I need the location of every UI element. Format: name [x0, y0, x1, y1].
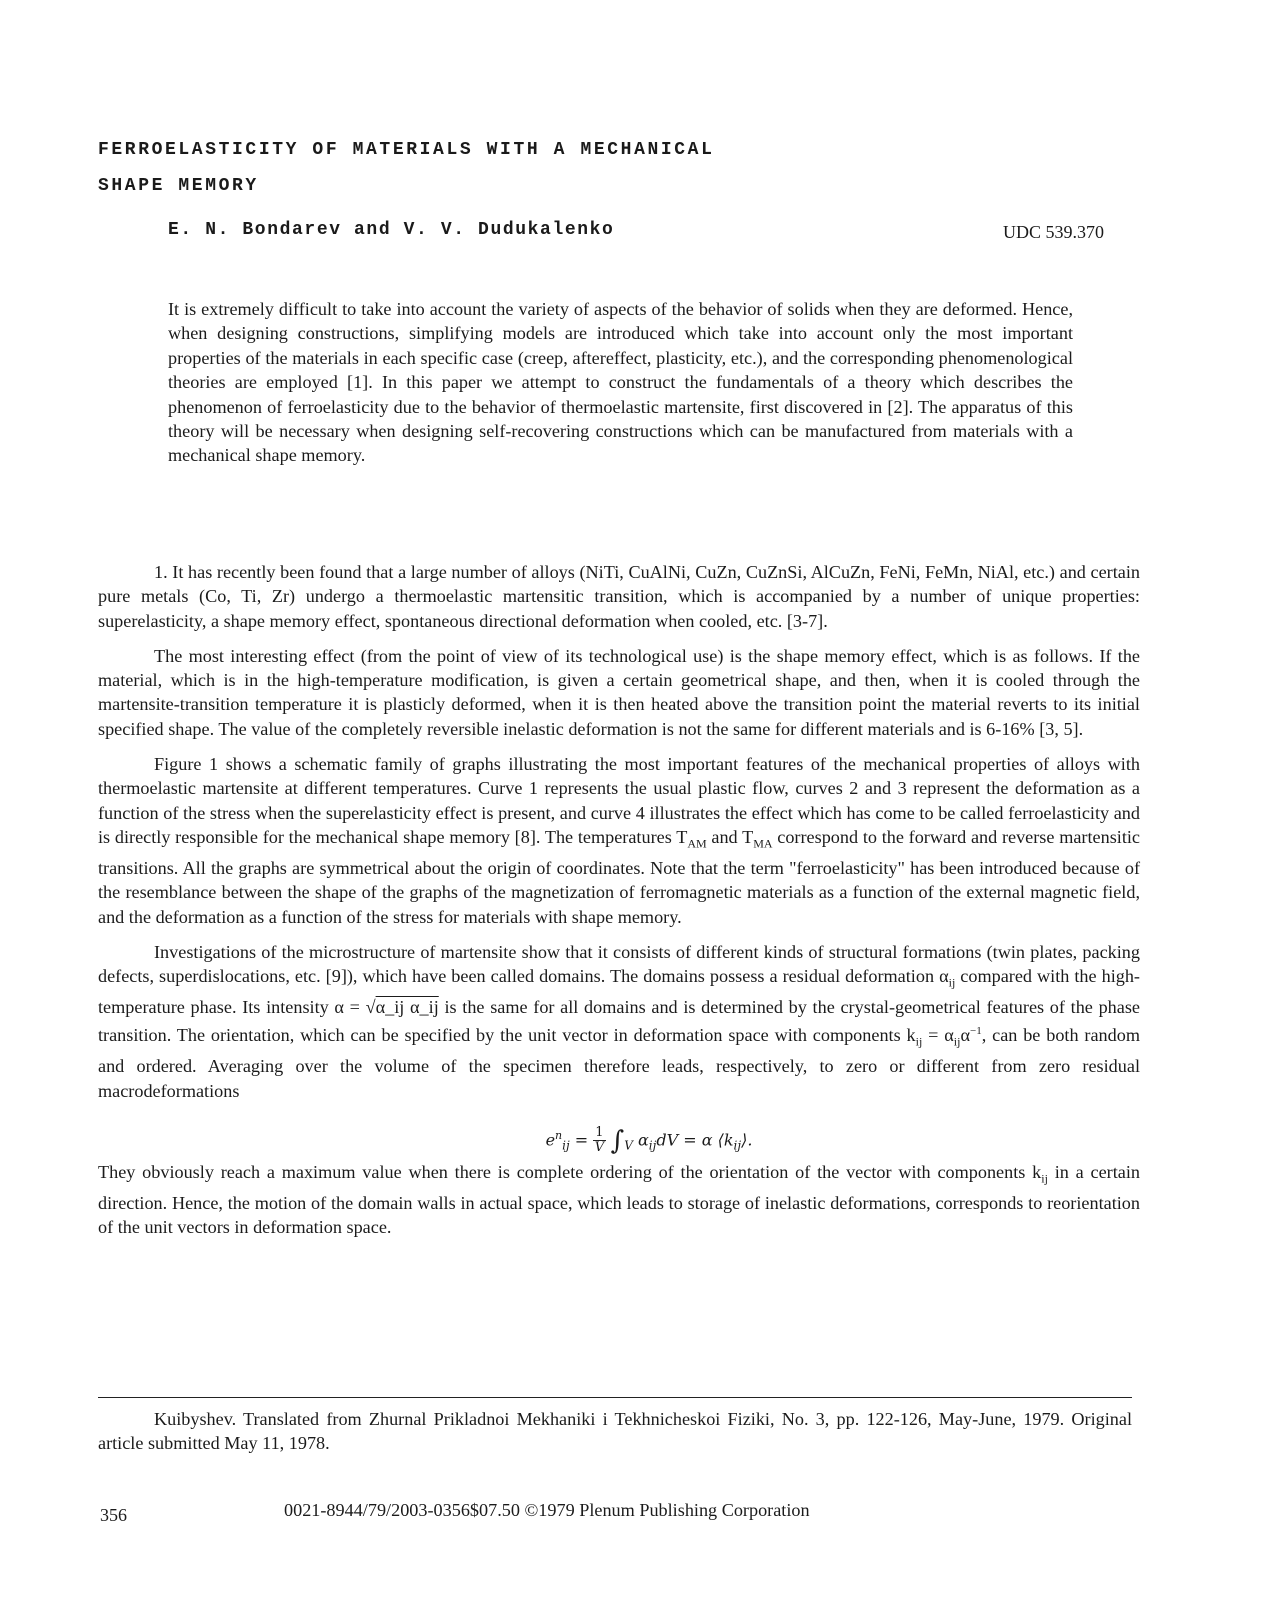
eq-lhs: e	[545, 1130, 556, 1150]
eq-rhs-tail: dV = α ⟨k	[656, 1130, 734, 1150]
eq-integral: ∫	[610, 1125, 625, 1156]
p4-sqrt-arg: α_ij α_ij	[375, 997, 439, 1018]
udc-code: UDC 539.370	[1003, 222, 1105, 242]
p3-sub-ma: MA	[753, 836, 773, 851]
abstract: It is extremely difficult to take into account the variety of aspects of the behavior of solids when they are deformed. Hence, when designing constructions, simplifying models are introduced which take into account only the most important properties of the materials in each specific case (creep, aftereffect, plasticity, etc.), and the corresponding phenomenological theories are employed [1]. In this paper we attempt to construct the fundamentals of a theory which describes the phenomenon of ferroelasticity due to the behavior of thermoelastic martensite, first discovered in [2]. The apparatus of this theory will be necessary when designing self-recovering constructions which can be manufactured from materials with a mechanical shape memory.	[168, 299, 1073, 466]
paragraph-4	[98, 940, 1140, 1103]
paragraph-3	[98, 752, 1140, 929]
eq-rhs-end: ⟩.	[741, 1130, 753, 1150]
p4-sub-ij: ij	[948, 975, 956, 990]
title-line-1: FERROELASTICITY OF MATERIALS WITH A MECHANICAL	[98, 140, 715, 160]
eq-lhs-sub: ij	[562, 1138, 570, 1153]
article-title	[98, 132, 918, 204]
p4-text-d: = α	[922, 1025, 954, 1046]
eq-frac-num: 1	[595, 1125, 604, 1141]
eq-rhs-sub-2: ij	[733, 1138, 742, 1153]
paragraph-2: The most interesting effect (from the point of view of its technological use) is the shape memory effect, which is as follows. If the material, which is in the high-temperature modification, is given a certain geometrical shape, and then, when it is cooled through the martensite-transition temperature it is plasticly deformed, when it is then heated above the transition point the material reverts to its initial specified shape. The value of the completely reversible inelastic deformation is not the same for different materials and is 6-16% [3, 5].	[98, 645, 1140, 739]
p4-text-b: compared with the high-temperature phase. Its intensity α = √	[98, 966, 1140, 1018]
eq-frac-den: V	[594, 1140, 605, 1156]
p4-text-e: α	[960, 1025, 970, 1046]
eq-lhs-sup: n	[555, 1128, 563, 1142]
authors: E. N. Bondarev and V. V. Dudukalenko	[168, 220, 615, 240]
footnote: Kuibyshev. Translated from Zhurnal Prikladnoi Mekhaniki i Tekhnicheskoi Fiziki, No. 3, pp. 122-126, May-June, 1979. Original article submitted May 11, 1978.	[98, 1409, 1132, 1454]
p3-text-a: Figure 1 shows a schematic family of graphs illustrating the most important features of the mechanical properties of alloys with thermoelastic martensite at different temperatures. Curve 1 represents the usual plastic flow, curves 2 and 3 represent the deformation as a function of the stress when the superelasticity effect is present, and curve 4 illustrates the effect which has come to be called ferroelasticity and is directly responsible for the mechanical shape memory [8]. The temperatures T	[98, 754, 1140, 847]
page-number: 356	[100, 1505, 127, 1525]
p5-text-b: in a certain direction. Hence, the motion of the domain walls in actual space, which leads to storage of inelastic deformations, corresponds to reorientation of the unit vectors in deformation space.	[98, 1161, 1140, 1238]
p4-sup-minus-one: −1	[970, 1025, 982, 1038]
p4-text-a: Investigations of the microstructure of martensite show that it consists of different kinds of structural formations (twin plates, packing defects, superdislocations, etc. [9]), which have been called domains. The domains possess a residual deformation α	[98, 941, 1140, 987]
p4-text-f: , can be both random and ordered. Averaging over the volume of the specimen therefore leads, respectively, to zero or different from zero residual macrodeformations	[98, 1025, 1140, 1101]
p4-sub-ij-3: ij	[953, 1035, 961, 1050]
footnote-divider	[98, 1397, 1132, 1398]
eq-rhs-sub: ij	[648, 1138, 657, 1153]
equation-macrodeformation	[98, 1114, 1140, 1158]
title-line-2: SHAPE MEMORY	[98, 176, 259, 196]
eq-fraction	[593, 1126, 605, 1155]
eq-sign: =	[569, 1130, 594, 1150]
paragraph-1: 1. It has recently been found that a large number of alloys (NiTi, CuAlNi, CuZn, CuZnSi, AlCuZn, FeNi, FeMn, NiAl, etc.) and certain pure metals (Co, Ti, Zr) undergo a thermoelastic martensitic transition, which is accompanied by a number of unique properties: superelasticity, a shape memory effect, spontaneous directional deformation when cooled, etc. [3-7].	[98, 562, 1140, 631]
p4-text-c: is the same for all domains and is determined by the crystal-geometrical features of the phase transition. The orientation, which can be specified by the unit vector in deformation space with components k	[98, 997, 1140, 1046]
eq-int-sub: V	[624, 1138, 633, 1153]
p4-sub-ij-2: ij	[915, 1035, 923, 1050]
article-body	[98, 560, 1140, 1250]
p5-text-a: They obviously reach a maximum value when there is complete ordering of the orientation of the vector with components k	[98, 1161, 1042, 1182]
p3-text-c: correspond to the forward and reverse martensitic transitions. All the graphs are symmetrical about the origin of coordinates. Note that the term "ferroelasticity" has been introduced because of the resemblance between the shape of the graphs of the magnetization of ferromagnetic materials as a function of the external magnetic field, and the deformation as a function of the stress for materials with shape memory.	[98, 826, 1141, 927]
p5-sub-ij: ij	[1041, 1171, 1048, 1186]
eq-rhs: α	[637, 1130, 649, 1150]
p3-sub-am: AM	[687, 836, 707, 851]
copyright-line: 0021-8944/79/2003-0356$07.50 ©1979 Plenum Publishing Corporation	[284, 1500, 810, 1520]
p3-text-b: and T	[706, 826, 754, 847]
paragraph-5	[98, 1160, 1140, 1240]
